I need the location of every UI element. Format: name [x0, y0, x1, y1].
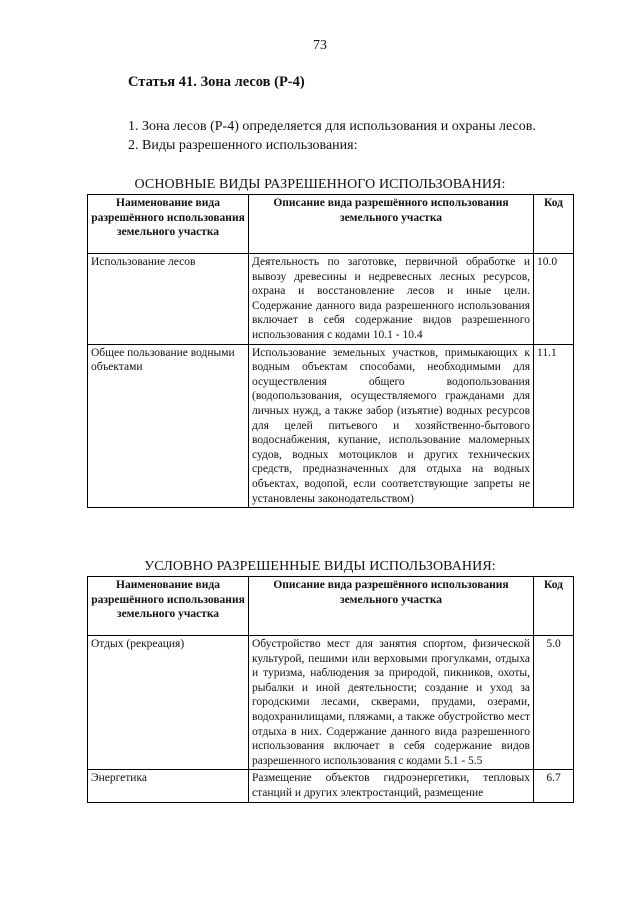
- paragraph-2: 2. Виды разрешенного использования:: [128, 138, 358, 153]
- row-name: Использование лесов: [88, 254, 249, 345]
- row-description: Деятельность по заготовке, первичной обработке и вывозу древесины и недревесных лесных ресурсов, охрана и восстановление лесов и иные цели. Содержание данного вида разрешенного использования включает в себя содержание видов разрешенного использования с кодами 10.1 - 10.4: [249, 254, 534, 345]
- page-number: 73: [313, 38, 327, 53]
- header-name: Наименование вида разрешённого использования земельного участка: [88, 195, 249, 254]
- table-header-row: [88, 577, 574, 636]
- paragraph-1: 1. Зона лесов (Р-4) определяется для использования и охраны лесов.: [128, 119, 536, 134]
- conditional-uses-table: [87, 576, 574, 803]
- header-description: Описание вида разрешённого использования земельного участка: [249, 195, 534, 254]
- table-row: [88, 636, 574, 770]
- row-description: Размещение объектов гидроэнергетики, тепловых станций и других электростанций, размещение: [249, 770, 534, 802]
- table2-title: УСЛОВНО РАЗРЕШЕННЫЕ ВИДЫ ИСПОЛЬЗОВАНИЯ:: [144, 559, 496, 574]
- row-description: Обустройство мест для занятия спортом, физической культурой, пешими или верховыми прогулками, отдыха и туризма, наблюдения за природой, пикников, охоты, рыбалки и иной деятельности; создание и уход за городскими лесами, скверами, прудами, озерами, водохранилищами, пляжами, а также обустройство мест отдыха в них. Содержание данного вида разрешенного использования включает в себя содержание видов разрешенного использования с кодами 5.1 - 5.5: [249, 636, 534, 770]
- row-code: 6.7: [534, 770, 574, 802]
- article-heading: Статья 41. Зона лесов (Р-4): [128, 74, 305, 90]
- header-code: Код: [534, 195, 574, 254]
- header-description: Описание вида разрешённого использования земельного участка: [249, 577, 534, 636]
- row-code: 5.0: [534, 636, 574, 770]
- header-name: Наименование вида разрешённого использования земельного участка: [88, 577, 249, 636]
- row-name: Отдых (рекреация): [88, 636, 249, 770]
- row-code: 11.1: [534, 344, 574, 508]
- header-code: Код: [534, 577, 574, 636]
- table1-title: ОСНОВНЫЕ ВИДЫ РАЗРЕШЕННОГО ИСПОЛЬЗОВАНИЯ:: [134, 177, 506, 192]
- row-code: 10.0: [534, 254, 574, 345]
- row-description: Использование земельных участков, примыкающих к водным объектам способами, необходимыми для осуществления общего водопользования (водопользования, осуществляемого гражданами для личных нужд, а также забор (изъятие) водных ресурсов для целей питьевого и хозяйственно-бытового водоснабжения, купание, использование маломерных судов, водных мотоциклов и других технических средств, предназначенных для отдыха на водных объектах, водопой, если соответствующие запреты не установлены законодательством): [249, 344, 534, 508]
- row-name: Общее пользование водными объектами: [88, 344, 249, 508]
- row-name: Энергетика: [88, 770, 249, 802]
- table-row: [88, 770, 574, 802]
